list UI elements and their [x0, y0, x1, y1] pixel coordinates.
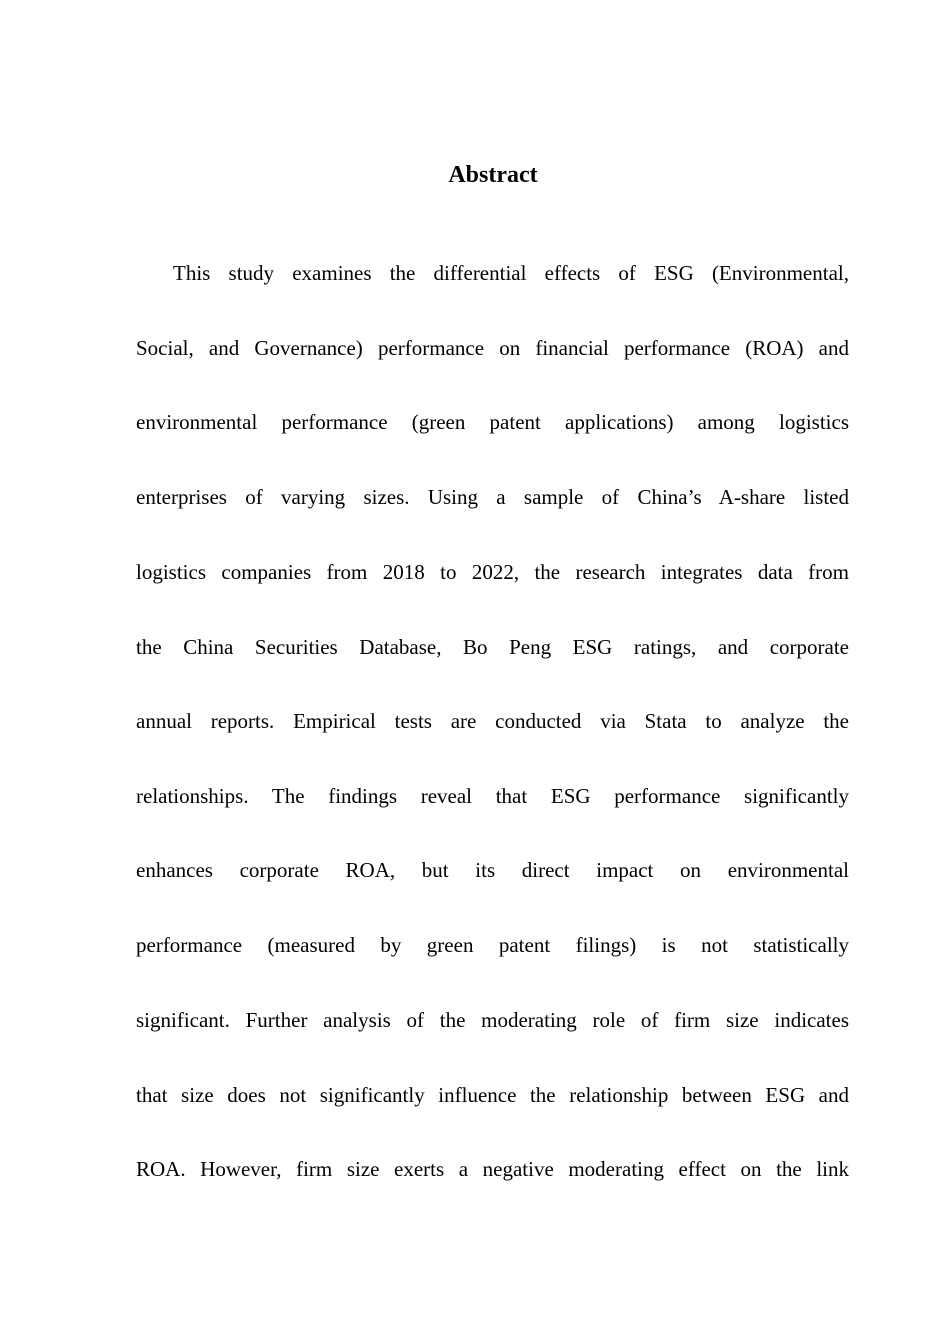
abstract-heading: Abstract: [448, 162, 538, 188]
abstract-line: ROA. However, firm size exerts a negative moderating effect on the link: [136, 1157, 849, 1181]
abstract-line: annual reports. Empirical tests are conducted via Stata to analyze the: [136, 709, 849, 733]
abstract-line: performance (measured by green patent filings) is not statistically: [136, 933, 849, 957]
abstract-line: environmental performance (green patent applications) among logistics: [136, 410, 849, 434]
abstract-line: Social, and Governance) performance on financial performance (ROA) and: [136, 336, 849, 360]
abstract-line: significant. Further analysis of the moderating role of firm size indicates: [136, 1008, 849, 1032]
abstract-line: This study examines the differential effects of ESG (Environmental,: [173, 261, 849, 285]
abstract-line: that size does not significantly influence the relationship between ESG and: [136, 1083, 849, 1107]
abstract-line: the China Securities Database, Bo Peng ESG ratings, and corporate: [136, 635, 849, 659]
abstract-line: relationships. The findings reveal that ESG performance significantly: [136, 784, 849, 808]
abstract-line: logistics companies from 2018 to 2022, the research integrates data from: [136, 560, 849, 584]
abstract-line: enterprises of varying sizes. Using a sample of China’s A-share listed: [136, 485, 849, 509]
abstract-line: enhances corporate ROA, but its direct impact on environmental: [136, 858, 849, 882]
